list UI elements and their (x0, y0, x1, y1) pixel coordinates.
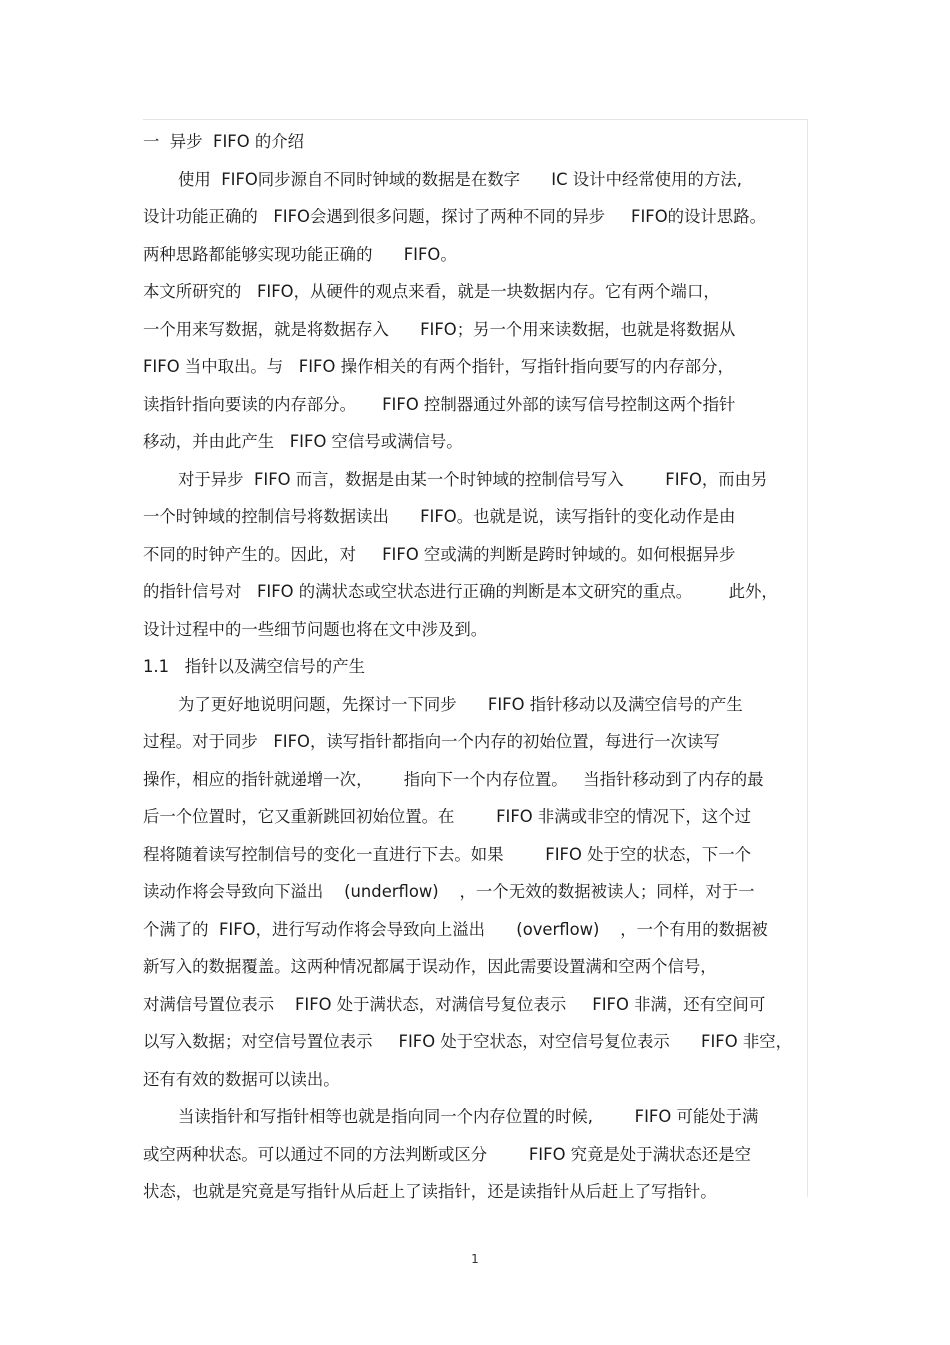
text-line: 新写入的数据覆盖。这两种情况都属于误动作，因此需要设置满和空两个信号， (143, 957, 717, 976)
text-line: 读动作将会导致向下溢出 (underflow) ，一个无效的数据被读人；同样，对于一 (143, 882, 755, 901)
text-line: 设计过程中的一些细节问题也将在文中涉及到。 (143, 619, 488, 639)
text-line: 为了更好地说明问题，先探讨一下同步 FIFO 指针移动以及满空信号的产生 (178, 694, 743, 714)
text-line: 一个用来写数据，就是将数据存入 FIFO；另一个用来读数据，也就是将数据从 (143, 319, 736, 339)
text-line: 当读指针和写指针相等也就是指向同一个内存位置的时候, FIFO 可能处于满 (178, 1107, 759, 1126)
text-line: 不同的时钟产生的。因此，对 FIFO 空或满的判断是跨时钟域的。如何根据异步 (143, 544, 736, 564)
text-line: 后一个位置时，它又重新跳回初始位置。在 FIFO 非满或非空的情况下，这个过 (143, 807, 751, 826)
text-line: 本文所研究的 FIFO，从硬件的观点来看，就是一块数据内存。它有两个端口， (143, 282, 720, 301)
subsection-heading: 1.1 指针以及满空信号的产生 (143, 657, 365, 676)
text-line: 程将随着读写控制信号的变化一直进行下去。如果 FIFO 处于空的状态，下一个 (143, 844, 751, 864)
text-line: 过程。对于同步 FIFO，读写指针都指向一个内存的初始位置，每进行一次读写 (143, 732, 720, 751)
text-line: 个满了的 FIFO，进行写动作将会导致向上溢出 (overflow) ，一个有用的数据被 (143, 919, 768, 939)
text-line: 设计功能正确的 FIFO会遇到很多问题，探讨了两种不同的异步 FIFO的设计思路。 (143, 207, 766, 226)
text-line: 对于异步 FIFO 而言，数据是由某一个时钟域的控制信号写入 FIFO，而由另 (178, 469, 768, 489)
page-frame-top-border (143, 119, 808, 120)
text-line: 状态，也就是究竟是写指针从后赶上了读指针，还是读指针从后赶上了写指针。 (143, 1182, 717, 1201)
text-line: 两种思路都能够实现功能正确的 FIFO。 (143, 244, 457, 264)
text-line: 读指针指向要读的内存部分。 FIFO 控制器通过外部的读写信号控制这两个指针 (143, 394, 736, 414)
section-heading: 一 异步 FIFO 的介绍 (143, 132, 304, 151)
text-line: FIFO 当中取出。与 FIFO 操作相关的有两个指针，写指针指向要写的内存部分， (143, 357, 734, 376)
page-number: 1 (471, 1252, 479, 1266)
text-line: 或空两种状态。可以通过不同的方法判断或区分 FIFO 究竟是处于满状态还是空 (143, 1144, 751, 1164)
text-line: 对满信号置位表示 FIFO 处于满状态，对满信号复位表示 FIFO 非满，还有空间可 (143, 994, 766, 1014)
page-frame-right-border (807, 119, 808, 1197)
text-line: 使用 FIFO同步源自不同时钟域的数据是在数字 IC 设计中经常使用的方法, (178, 169, 742, 189)
text-line: 一个时钟域的控制信号将数据读出 FIFO。也就是说，读写指针的变化动作是由 (143, 507, 736, 526)
text-line: 还有有效的数据可以读出。 (143, 1069, 340, 1089)
text-line: 以写入数据；对空信号置位表示 FIFO 处于空状态，对空信号复位表示 FIFO 非空， (143, 1032, 793, 1051)
text-line: 操作，相应的指针就递增一次， 指向下一个内存位置。 当指针移动到了内存的最 (143, 769, 764, 789)
text-line: 移动，并由此产生 FIFO 空信号或满信号。 (143, 432, 463, 451)
document-body (143, 123, 805, 1211)
text-line: 的指针信号对 FIFO 的满状态或空状态进行正确的判断是本文研究的重点。 此外， (143, 582, 778, 601)
